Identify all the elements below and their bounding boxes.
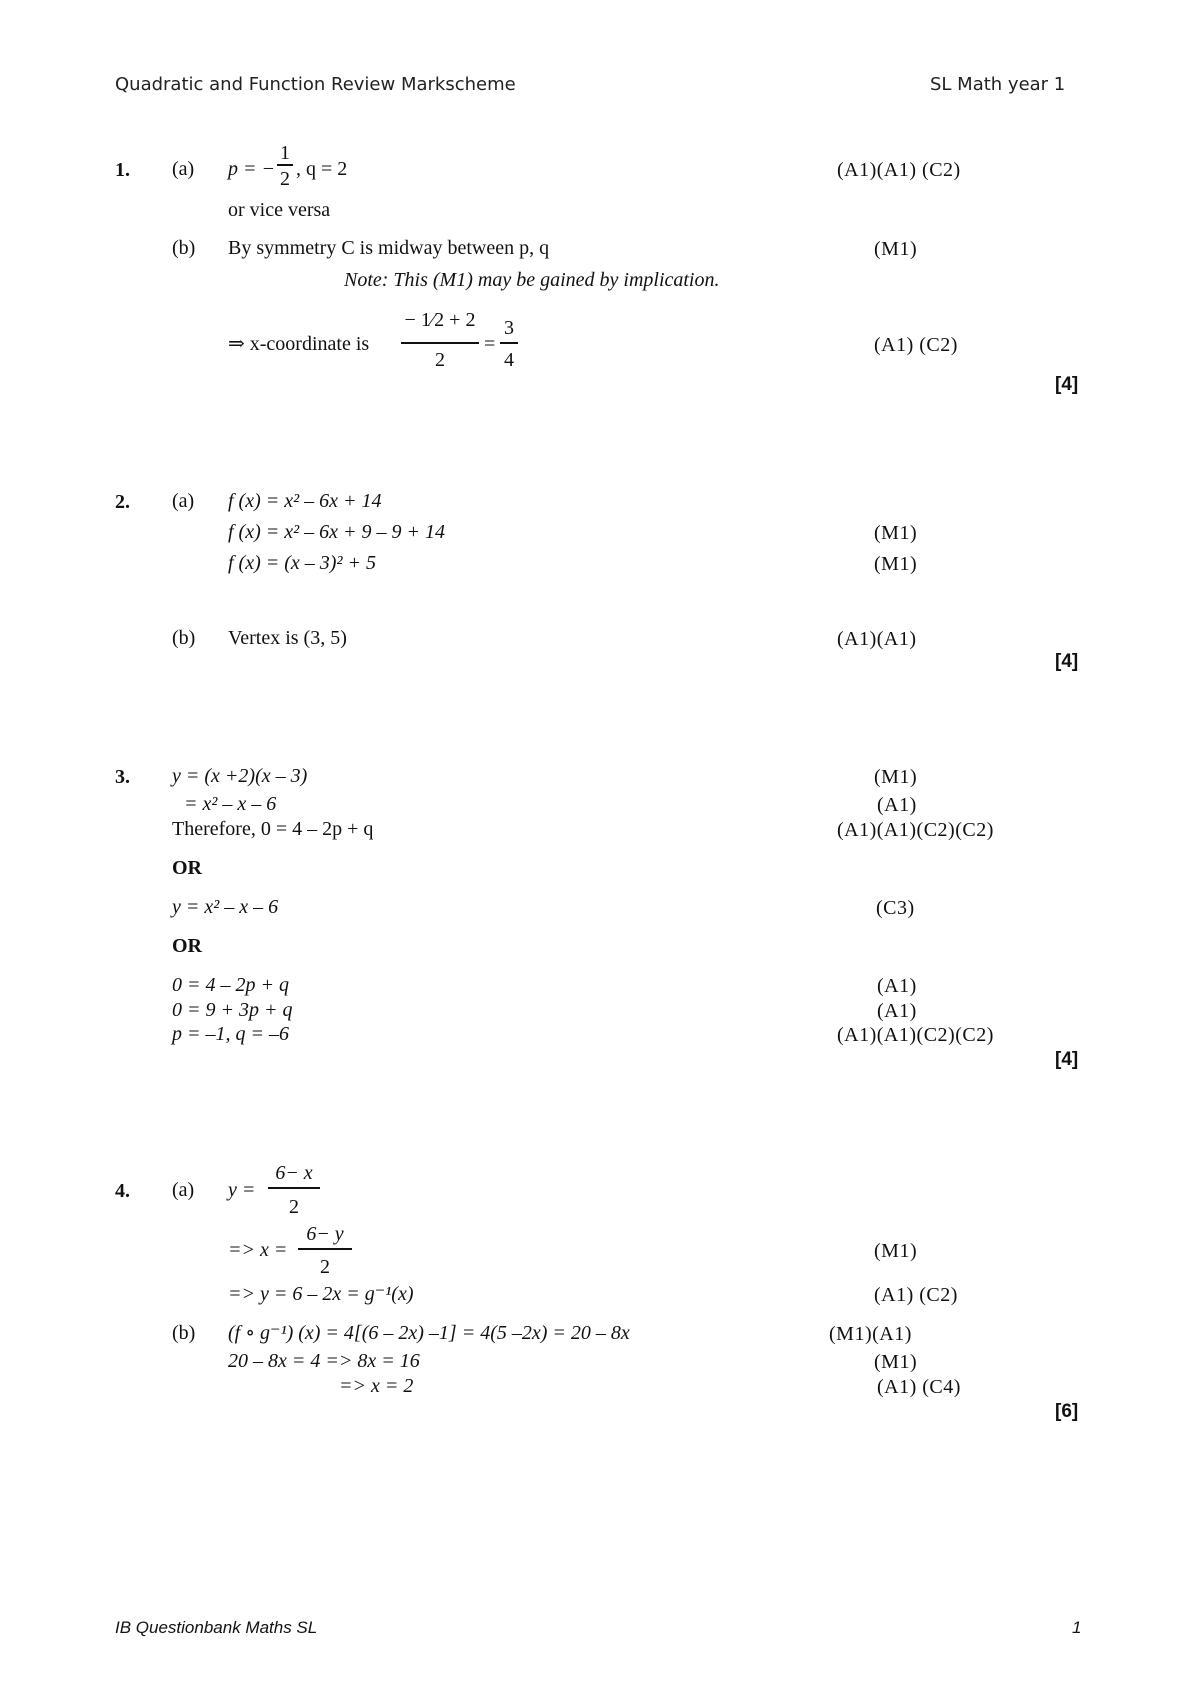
q1-a-label: (a)	[172, 158, 195, 180]
q1-coord-marks: (A1) (C2)	[874, 334, 958, 356]
q3-line5-marks: (A1)	[877, 975, 917, 997]
q3-line1: y = (x +2)(x – 3)	[172, 765, 308, 787]
q1-a-p: p = −	[228, 158, 275, 180]
q4-x-marks: (M1)	[874, 1240, 918, 1262]
header-title: Quadratic and Function Review Markscheme	[115, 74, 516, 95]
q2-line3: f (x) = (x – 3)² + 5	[228, 552, 376, 574]
q1-a-half-line	[277, 164, 293, 166]
q2-line2-marks: (M1)	[874, 522, 918, 544]
q3-line5: 0 = 4 – 2p + q	[172, 974, 289, 996]
q3-line4-marks: (C3)	[876, 897, 915, 919]
q4-y-den: 2	[289, 1196, 299, 1218]
q4-y-eq: y =	[228, 1179, 256, 1201]
q2-line1: f (x) = x² – 6x + 14	[228, 490, 382, 512]
q4-x-eq: => x =	[228, 1239, 288, 1261]
footer-page-number: 1	[1072, 1618, 1082, 1637]
q2-line2: f (x) = x² – 6x + 9 – 9 + 14	[228, 521, 445, 543]
header-course: SL Math year 1	[930, 74, 1066, 95]
q1-b-label: (b)	[172, 237, 196, 259]
q2-b-text: Vertex is (3, 5)	[228, 627, 347, 649]
q2-a-label: (a)	[172, 490, 195, 512]
q3-line1-marks: (M1)	[874, 766, 918, 788]
q4-y-frac-line	[268, 1187, 320, 1189]
q1-a-q: , q = 2	[296, 158, 348, 180]
q3-line2-marks: (A1)	[877, 794, 917, 816]
q1-coord-res-num: 3	[504, 317, 514, 339]
q1-coord-frac-den: 2	[435, 349, 445, 371]
q4-solve-2: => x = 2	[339, 1375, 414, 1397]
q4-number: 4.	[115, 1180, 130, 1202]
q3-total: [4]	[1055, 1049, 1079, 1070]
q4-inverse: => y = 6 – 2x = g⁻¹(x)	[228, 1283, 414, 1305]
q4-y-num: 6− x	[275, 1162, 313, 1184]
q2-b-marks: (A1)(A1)	[837, 628, 917, 650]
q4-composition: (f ∘ g⁻¹) (x) = 4[(6 – 2x) –1] = 4(5 –2x) = 20 – 8x	[228, 1322, 630, 1344]
q1-a-vice-versa: or vice versa	[228, 199, 331, 221]
q2-number: 2.	[115, 491, 130, 513]
q1-coord-equals: =	[484, 333, 496, 355]
q3-line6: 0 = 9 + 3p + q	[172, 999, 293, 1021]
q1-coord-res-line	[500, 342, 518, 344]
q1-coord-text: ⇒ x-coordinate is	[228, 333, 370, 355]
q1-b-text: By symmetry C is midway between p, q	[228, 237, 550, 259]
q1-coord-frac-line	[401, 342, 479, 344]
q4-x-frac-line	[298, 1248, 352, 1250]
q4-solve-1-marks: (M1)	[874, 1351, 918, 1373]
footer-source: IB Questionbank Maths SL	[115, 1618, 318, 1637]
q3-line4: y = x² – x – 6	[172, 896, 279, 918]
q1-note: Note: This (M1) may be gained by implication.	[344, 269, 720, 291]
q1-a-half-den: 2	[280, 168, 290, 190]
q4-x-den: 2	[320, 1256, 330, 1278]
q3-line3-marks: (A1)(A1)(C2)(C2)	[837, 819, 994, 841]
q1-a-marks: (A1)(A1) (C2)	[837, 159, 961, 181]
q1-coord-res-den: 4	[504, 349, 514, 371]
q4-solve-1: 20 – 8x = 4 => 8x = 16	[228, 1350, 420, 1372]
q2-line3-marks: (M1)	[874, 553, 918, 575]
q1-b-marks: (M1)	[874, 238, 918, 260]
q1-total: [4]	[1055, 374, 1079, 395]
q4-total: [6]	[1055, 1401, 1079, 1422]
q4-composition-marks: (M1)(A1)	[829, 1323, 912, 1345]
q3-line6-marks: (A1)	[877, 1000, 917, 1022]
q1-number: 1.	[115, 159, 130, 181]
q3-number: 3.	[115, 766, 130, 788]
q4-x-num: 6− y	[306, 1223, 344, 1245]
q4-b-label: (b)	[172, 1322, 196, 1344]
q2-b-label: (b)	[172, 627, 196, 649]
q3-line3: Therefore, 0 = 4 – 2p + q	[172, 818, 374, 840]
q3-or-2: OR	[172, 935, 202, 957]
q3-line2: = x² – x – 6	[184, 793, 277, 815]
q3-line7: p = –1, q = –6	[172, 1023, 289, 1045]
q4-inverse-marks: (A1) (C2)	[874, 1284, 958, 1306]
q1-coord-frac-num: − 1⁄2 + 2	[404, 309, 476, 331]
q3-or-1: OR	[172, 857, 202, 879]
q1-a-half-num: 1	[280, 142, 290, 164]
q4-solve-2-marks: (A1) (C4)	[877, 1376, 961, 1398]
q3-line7-marks: (A1)(A1)(C2)(C2)	[837, 1024, 994, 1046]
q4-a-label: (a)	[172, 1179, 195, 1201]
q2-total: [4]	[1055, 651, 1079, 672]
